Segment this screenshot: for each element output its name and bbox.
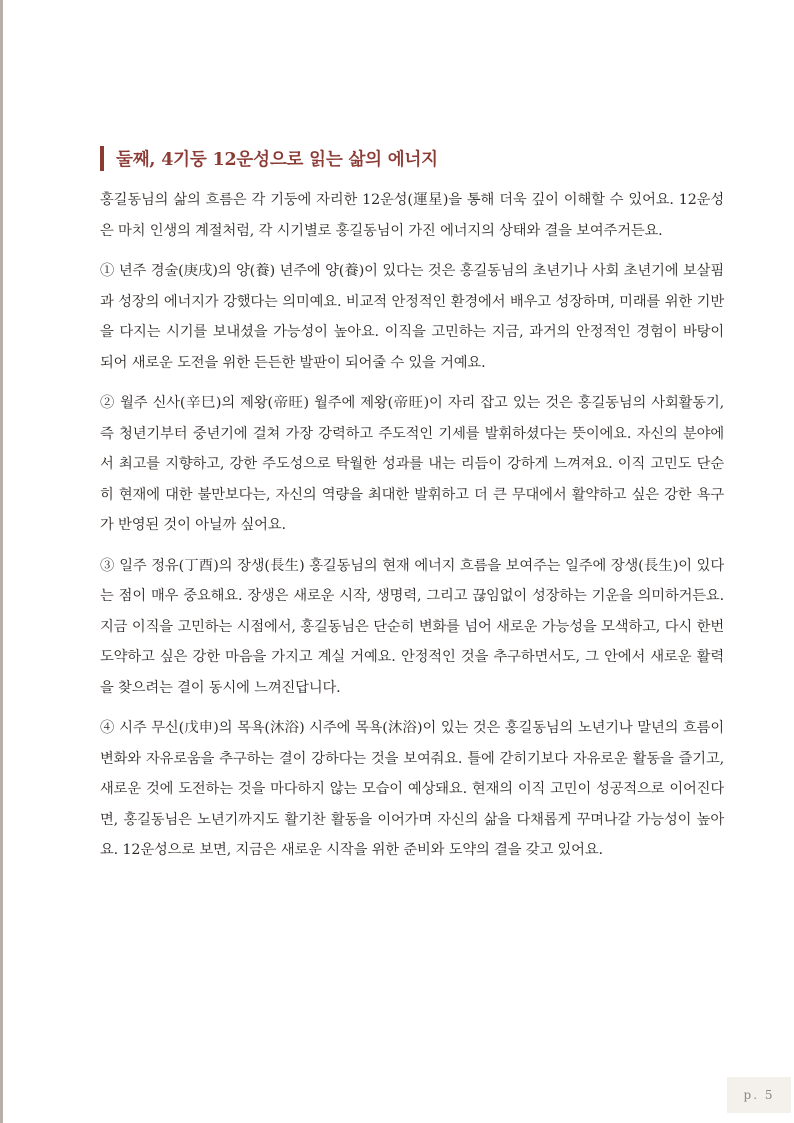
heading-accent-bar xyxy=(100,146,104,171)
page-number: p. 5 xyxy=(727,1077,791,1113)
intro-paragraph: 홍길동님의 삶의 흐름은 각 기둥에 자리한 12운성(運星)을 통해 더욱 깊이 이해할 수 있어요. 12운성은 마치 인생의 계절처럼, 각 시기별로 홍길동님이 가진 에너지의 상태와 결을 보여주거든요. xyxy=(100,192,724,239)
section-title: 둘째, 4기둥 12운성으로 읽는 삶의 에너지 xyxy=(116,149,438,170)
section-heading xyxy=(100,143,724,173)
page-left-edge xyxy=(0,0,3,1123)
section-content xyxy=(100,143,724,876)
pillar-paragraph-month: ② 월주 신사(辛巳)의 제왕(帝旺) 월주에 제왕(帝旺)이 자리 잡고 있는 것은 홍길동님의 사회활동기, 즉 청년기부터 중년기에 걸쳐 가장 강력하고 주도적인 기세를 발휘하셨다는 뜻이에요. 자신의 분야에서 최고를 지향하고, 강한 주도성으로 탁월한 성과를 내는 리듬이 강하게 느껴져요. 이직 고민도 단순히 현재에 대한 불만보다는, 자신의 역량을 최대한 발휘하고 더 큰 무대에서 활약하고 싶은 강한 욕구가 반영된 것이 아닐까 싶어요. xyxy=(100,395,724,533)
pillar-paragraph-day: ③ 일주 정유(丁酉)의 장생(長生) 홍길동님의 현재 에너지 흐름을 보여주는 일주에 장생(長生)이 있다는 점이 매우 중요해요. 장생은 새로운 시작, 생명력, 그리고 끊임없이 성장하는 기운을 의미하거든요. 지금 이직을 고민하는 시점에서, 홍길동님은 단순히 변화를 넘어 새로운 가능성을 모색하고, 다시 한번 도약하고 싶은 강한 마음을 가지고 계실 거예요. 안정적인 것을 추구하면서도, 그 안에서 새로운 활력을 찾으려는 결이 동시에 느껴진답니다. xyxy=(100,557,724,696)
pillar-paragraph-hour: ④ 시주 무신(戊申)의 목욕(沐浴) 시주에 목욕(沐浴)이 있는 것은 홍길동님의 노년기나 말년의 흐름이 변화와 자유로움을 추구하는 결이 강하다는 것을 보여줘요. 틀에 갇히기보다 자유로운 활동을 즐기고, 새로운 것에 도전하는 것을 마다하지 않는 모습이 예상돼요. 현재의 이직 고민이 성공적으로 이어진다면, 홍길동님은 노년기까지도 활기찬 활동을 이어가며 자신의 삶을 다채롭게 꾸며나갈 가능성이 높아요. 12운성으로 보면, 지금은 새로운 시작을 위한 준비와 도약의 결을 갖고 있어요. xyxy=(100,720,724,858)
pillar-paragraph-year: ① 년주 경술(庚戌)의 양(養) 년주에 양(養)이 있다는 것은 홍길동님의 초년기나 사회 초년기에 보살핌과 성장의 에너지가 강했다는 의미예요. 비교적 안정적인 환경에서 배우고 성장하며, 미래를 위한 기반을 다지는 시기를 보내셨을 가능성이 높아요. 이직을 고민하는 지금, 과거의 안정적인 경험이 바탕이 되어 새로운 도전을 위한 든든한 발판이 되어줄 수 있을 거예요. xyxy=(100,263,724,371)
